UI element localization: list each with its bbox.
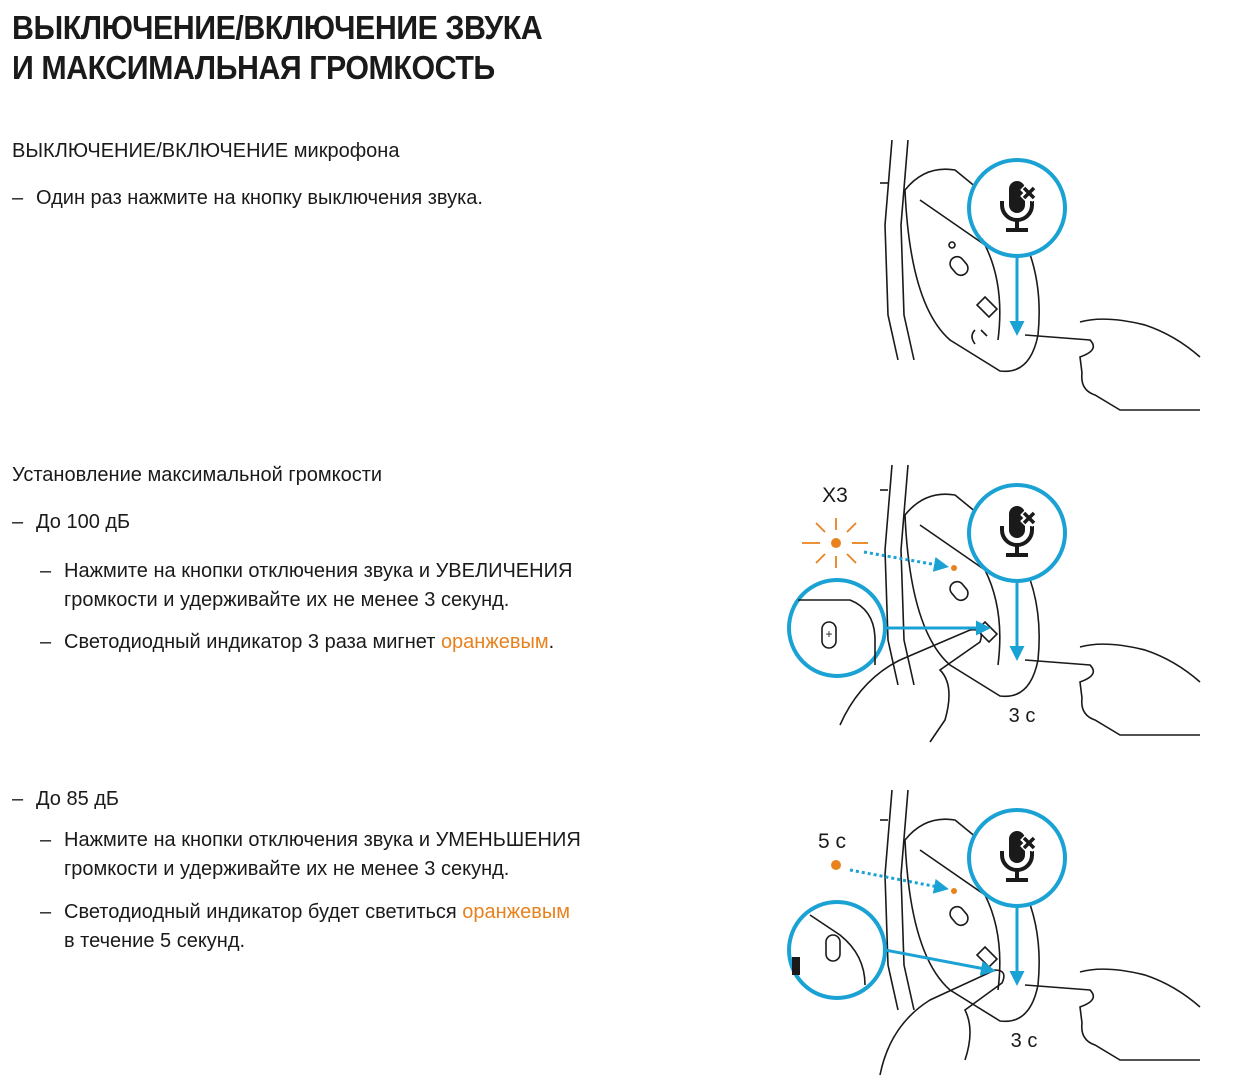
led-indicator [951,888,957,894]
dash-marker: – [12,187,24,209]
dash-marker: – [12,788,24,810]
title-line-2: И МАКСИМАЛЬНАЯ ГРОМКОСТЬ [12,49,495,86]
hold-duration-label: 3 с [1010,1030,1038,1052]
level-100-label [12,508,130,537]
level-85-step-2-text: Светодиодный индикатор будет светиться [64,901,463,923]
level-85-step-2-line-2: в течение 5 секунд. [64,930,246,952]
page-title [12,8,542,88]
level-100-step-2-text: Светодиодный индикатор 3 раза мигнет [64,631,441,653]
hold-duration-label: 3 с [1008,705,1036,727]
level-100-step-2-end: . [548,631,555,653]
headset-85db-illustration [780,785,1210,1080]
level-100-text: До 100 дБ [36,511,131,533]
headset-mute-illustration [780,135,1210,420]
max-volume-heading: Установление максимальной громкости [12,464,383,486]
volume-down-arrow [885,950,990,970]
level-100-step-1-line-1: Нажмите на кнопки отключения звука и УВЕЛИЧЕНИЯ [64,560,573,582]
dash-marker: – [12,511,24,533]
svg-text:+: + [825,627,833,641]
led-glow-dot [831,860,841,870]
level-85-step-1-line-2: громкости и удерживайте их не менее 3 секунд. [64,858,510,880]
led-blink-dot [831,538,841,548]
orange-color-word: оранжевым [440,631,549,653]
level-100-step-2 [40,628,554,657]
level-85-label [12,785,119,814]
level-85-text: До 85 дБ [36,788,120,810]
led-indicator [951,565,957,571]
dash-marker: – [40,901,52,923]
headset-100db-illustration [780,460,1210,745]
orange-color-word: оранжевым [462,901,570,923]
mic-mute-step-text: Один раз нажмите на кнопку выключения звука. [36,187,483,209]
dash-marker: – [40,560,52,582]
level-85-step-1-line-1: Нажмите на кнопки отключения звука и УМЕНЬШЕНИЯ [64,829,581,851]
blink-count-label: X3 [822,484,848,507]
title-line-1: ВЫКЛЮЧЕНИЕ/ВКЛЮЧЕНИЕ ЗВУКА [12,9,543,46]
led-dotted-arrow [850,870,943,888]
volume-up-callout [789,580,885,676]
level-85-step-2 [40,898,570,956]
dash-marker: – [40,631,52,653]
mic-mute-heading: ВЫКЛЮЧЕНИЕ/ВКЛЮЧЕНИЕ микрофона [12,140,400,162]
led-dotted-arrow [864,552,943,566]
level-100-step-1-line-2: громкости и удерживайте их не менее 3 секунд. [64,589,510,611]
level-100-step-1 [40,557,572,615]
dash-marker: – [40,829,52,851]
mic-mute-step [12,184,483,213]
glow-duration-label: 5 с [817,830,847,853]
level-85-step-1 [40,826,581,884]
volume-down-callout [789,902,885,998]
